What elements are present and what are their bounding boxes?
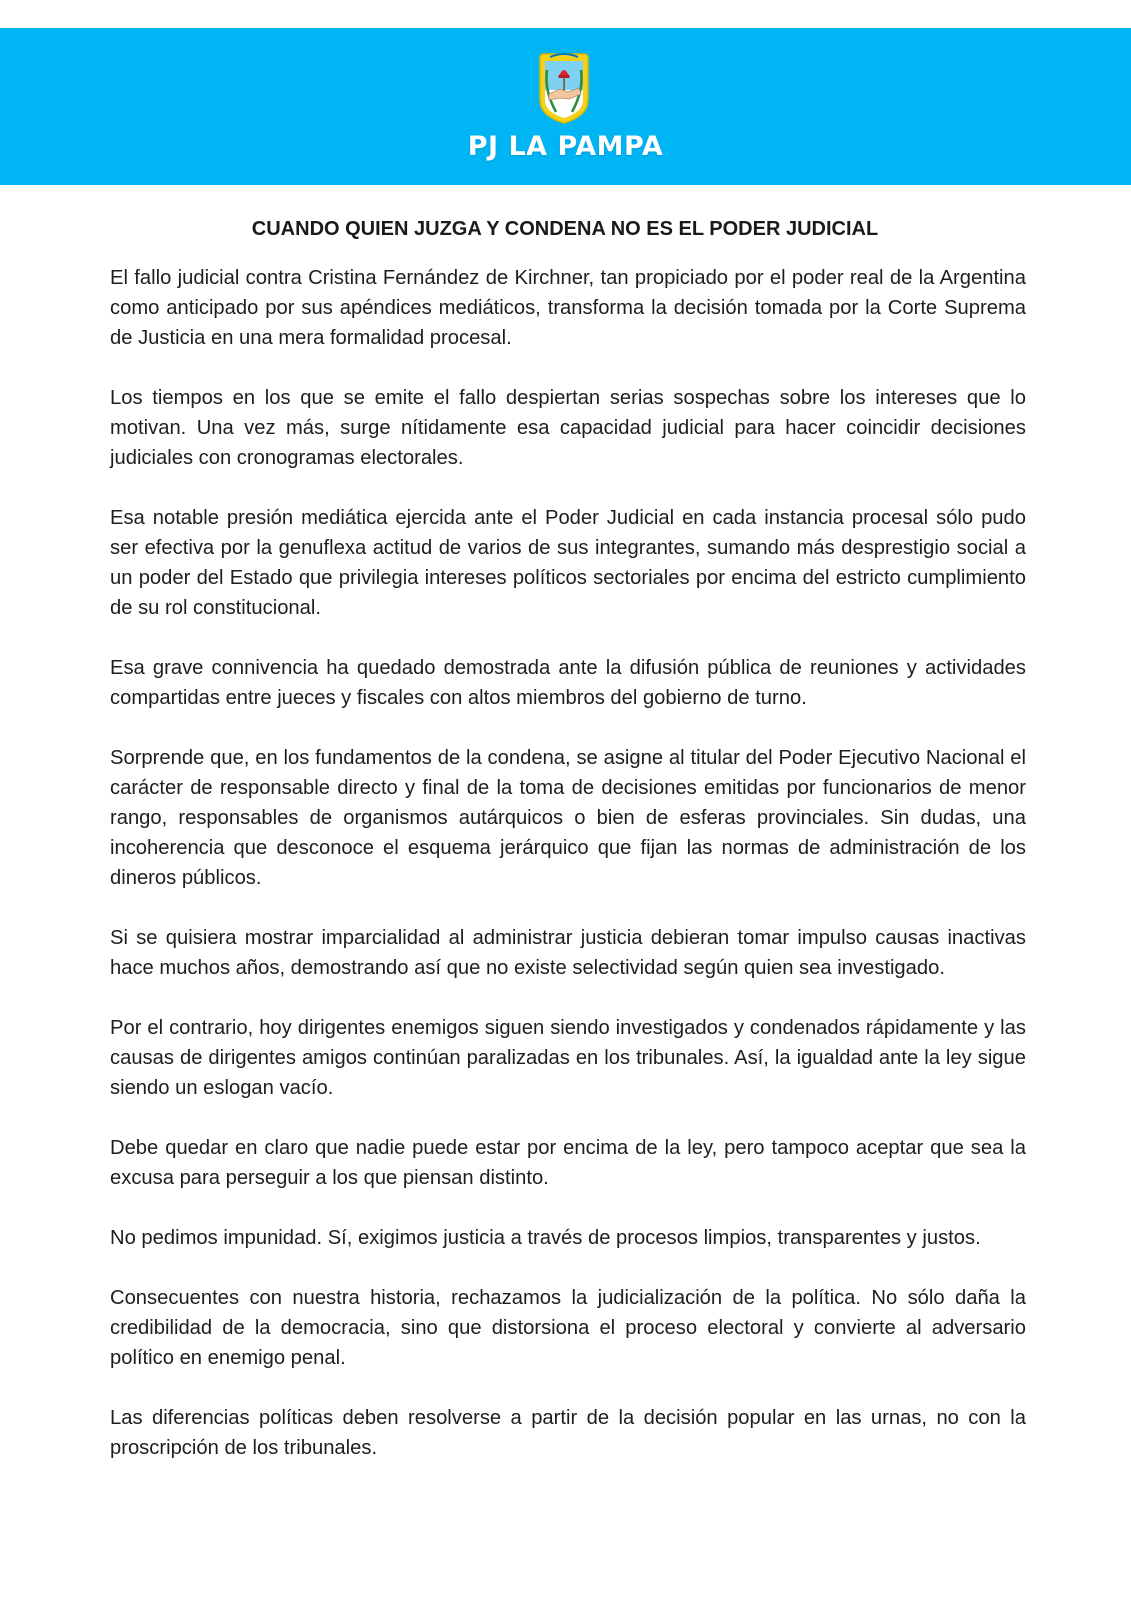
paragraph: Debe quedar en claro que nadie puede estar por encima de la ley, pero tampoco aceptar que sea la excusa para perseguir a los que piensan distinto. [110, 1137, 1026, 1189]
paragraph: Consecuentes con nuestra historia, rechazamos la judicialización de la política. No sólo daña la credibilidad de la democracia, sino que distorsiona el proceso electoral y convierte al adversario político en enemigo penal. [110, 1287, 1026, 1369]
paragraph: Esa grave connivencia ha quedado demostrada ante la difusión pública de reuniones y actividades compartidas entre jueces y fiscales con altos miembros del gobierno de turno. [110, 657, 1026, 709]
paragraph: Sorprende que, en los fundamentos de la condena, se asigne al titular del Poder Ejecutivo Nacional el carácter de responsable directo y final de la toma de decisiones emitidas por funcionarios de menor rango, responsables de organismos autárquicos o bien de esferas provinciales. Sin dudas, una incoherencia que desconoce el esquema jerárquico que fijan las normas de administración de los dineros públicos. [110, 747, 1026, 889]
paragraph: Los tiempos en los que se emite el fallo despiertan serias sospechas sobre los intereses que lo motivan. Una vez más, surge nítidamente esa capacidad judicial para hacer coincidir decisiones judiciales con cronogramas electorales. [110, 387, 1026, 469]
paragraph: Por el contrario, hoy dirigentes enemigos siguen siendo investigados y condenados rápidamente y las causas de dirigentes amigos continúan paralizadas en los tribunales. Así, la igualdad ante la ley sigue siendo un eslogan vacío. [110, 1017, 1026, 1099]
paragraph: Si se quisiera mostrar imparcialidad al administrar justicia debieran tomar impulso causas inactivas hace muchos años, demostrando así que no existe selectividad según quien sea investigado. [110, 927, 1026, 979]
org-name: PJ LA PAMPA [467, 131, 664, 162]
paragraph: Esa notable presión mediática ejercida ante el Poder Judicial en cada instancia procesal sólo pudo ser efectiva por la genuflexa actitud de varios de sus integrantes, sumando más desprestigio social a un poder del Estado que privilegia intereses políticos sectoriales por encima del estricto cumplimiento de su rol constitucional. [110, 507, 1026, 619]
paragraph: No pedimos impunidad. Sí, exigimos justicia a través de procesos limpios, transparentes y justos. [110, 1227, 981, 1249]
paragraph: Las diferencias políticas deben resolverse a partir de la decisión popular en las urnas, no con la proscripción de los tribunales. [110, 1407, 1026, 1459]
header-banner [0, 28, 1131, 185]
document-title: CUANDO QUIEN JUZGA Y CONDENA NO ES EL PODER JUDICIAL [251, 218, 879, 240]
justicialist-party-shield-icon [536, 50, 592, 126]
document-body [110, 263, 1026, 1493]
paragraph: El fallo judicial contra Cristina Fernández de Kirchner, tan propiciado por el poder real de la Argentina como anticipado por sus apéndices mediáticos, transforma la decisión tomada por la Corte Suprema de Justicia en una mera formalidad procesal. [110, 267, 1026, 349]
